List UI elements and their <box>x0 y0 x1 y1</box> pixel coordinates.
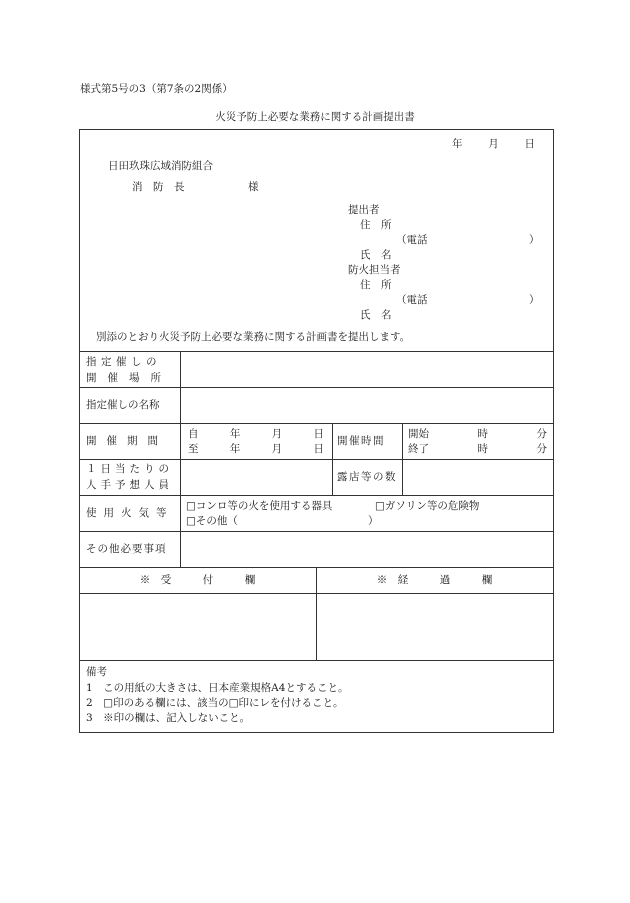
period-to-line: 至 年 月 日 <box>188 443 324 455</box>
submitter-address-label: 住 所 <box>360 219 392 231</box>
period-from-line: 自 年 月 日 <box>188 428 324 440</box>
period-from: 自 <box>188 428 199 440</box>
form-title: 火災予防上必要な業務に関する計画提出書 <box>215 111 415 123</box>
note-item-1: 1 この用紙の大きさは、日本産業規格A4とすること。 <box>86 682 349 694</box>
option-other-close: ） <box>368 515 379 527</box>
hours-end: 終了 <box>408 443 429 455</box>
option-gasoline[interactable]: □ガソリン等の危険物 <box>375 500 480 512</box>
date-line <box>452 139 535 150</box>
reception-header: ※ 受 付 欄 <box>139 574 256 586</box>
other-items-label: その他必要事項 <box>86 543 167 555</box>
form-number: 様式第5号の3（第7条の2関係） <box>80 83 233 95</box>
hours-label: 開催時間 <box>337 435 385 447</box>
period-to: 至 <box>188 443 199 455</box>
progress-header: ※ 経 過 欄 <box>376 574 493 586</box>
notes-heading: 備考 <box>86 666 107 678</box>
hours-start: 開始 <box>408 428 429 440</box>
period-label: 開催期間 <box>86 435 168 447</box>
fire-officer-label: 防火担当者 <box>348 264 401 276</box>
submitter-label: 提出者 <box>348 204 380 216</box>
option-stove[interactable]: □コンロ等の火を使用する器具 <box>186 500 333 512</box>
honorific: 様 <box>248 181 259 193</box>
date-year: 年 <box>452 138 463 150</box>
note-item-2: 2 □印のある欄には、該当の□印にレを付けること。 <box>86 697 344 709</box>
fire-usage-label: 使用火気等 <box>86 507 174 519</box>
submitter-phone-open: （電話 <box>396 234 428 246</box>
officer-phone-open: （電話 <box>396 294 428 306</box>
date-day: 日 <box>524 138 535 150</box>
event-name-label: 指定催しの名称 <box>86 399 160 411</box>
statement: 別添のとおり火災予防上必要な業務に関する計画書を提出します。 <box>96 331 411 343</box>
venue-label: 指定催しの 開催場所 <box>86 356 172 384</box>
officer-phone-close: ） <box>529 294 540 306</box>
option-other[interactable]: □その他（ <box>186 515 238 527</box>
stalls-label: 露店等の数 <box>337 471 397 483</box>
date-month: 月 <box>488 138 499 150</box>
addressee-org: 日田玖珠広域消防組合 <box>108 160 213 172</box>
addressee-title: 消 防 長 <box>132 181 185 193</box>
officer-address-label: 住 所 <box>360 279 392 291</box>
submitter-phone-close: ） <box>529 234 540 246</box>
officer-name-label: 氏 名 <box>360 309 392 321</box>
note-item-3: 3 ※印の欄は、記入しないこと。 <box>86 712 251 724</box>
hours-start-line: 開始 時 分 <box>408 428 547 440</box>
attendance-label: １日当たりの 人手予想人員 <box>86 463 173 491</box>
submitter-name-label: 氏 名 <box>360 249 392 261</box>
hours-end-line: 終了 時 分 <box>408 443 547 455</box>
